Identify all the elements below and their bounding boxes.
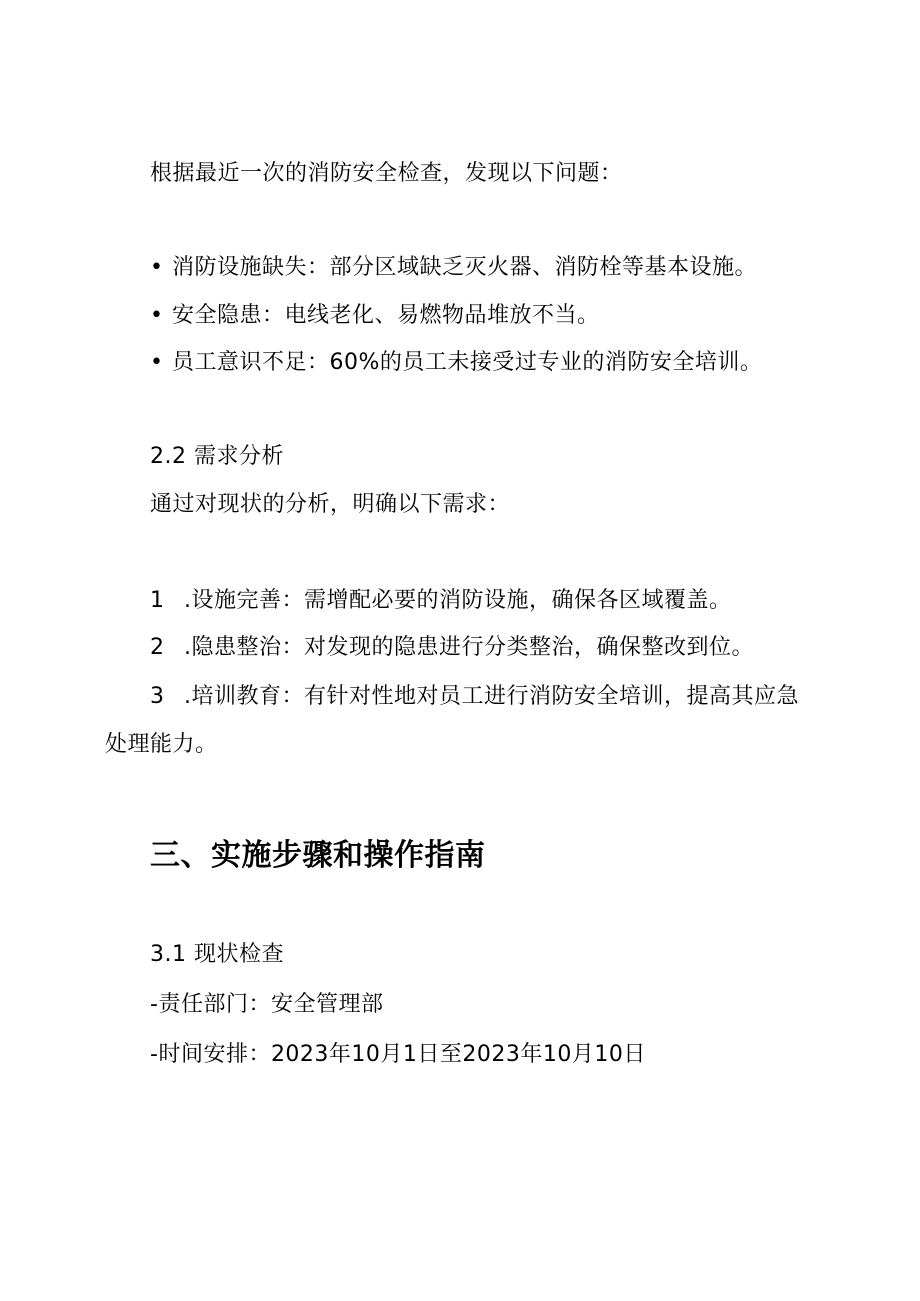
item-text: .培训教育：有针对性地对员工进行消防安全培训，提高其应急	[184, 684, 799, 709]
intro-text: 根据最近一次的消防安全检查，发现以下问题：	[150, 161, 623, 186]
section-title-3: 三、实施步骤和操作指南	[150, 838, 486, 873]
bullet-icon: •	[150, 350, 164, 375]
list-item	[150, 634, 754, 662]
list-item	[150, 683, 799, 711]
item-text-continuation: 处理能力。	[105, 732, 218, 757]
list-item	[150, 302, 600, 330]
list-item	[150, 587, 732, 615]
item-text: .设施完善：需增配必要的消防设施，确保各区域覆盖。	[184, 588, 732, 613]
schedule: -时间安排：2023年10月1日至2023年10月10日	[150, 1042, 646, 1067]
issue-text: 消防设施缺失：部分区域缺乏灭火器、消防栓等基本设施。	[172, 255, 758, 280]
list-item	[150, 349, 762, 377]
item-number: 2	[150, 635, 165, 660]
issue-text: 安全隐患：电线老化、易燃物品堆放不当。	[172, 303, 600, 328]
item-number: 3	[150, 684, 165, 709]
item-number: 1	[150, 588, 165, 613]
section-heading-2-2: 2.2 需求分析	[150, 444, 284, 469]
item-text: .隐患整治：对发现的隐患进行分类整治，确保整改到位。	[184, 635, 754, 660]
needs-intro: 通过对现状的分析，明确以下需求：	[150, 492, 511, 517]
bullet-icon: •	[150, 255, 164, 280]
list-item	[150, 254, 757, 282]
responsible-dept: -责任部门：安全管理部	[150, 992, 384, 1017]
bullet-icon: •	[150, 303, 164, 328]
section-heading-3-1: 3.1 现状检查	[150, 942, 284, 967]
issue-text: 员工意识不足：60%的员工未接受过专业的消防安全培训。	[172, 350, 763, 375]
